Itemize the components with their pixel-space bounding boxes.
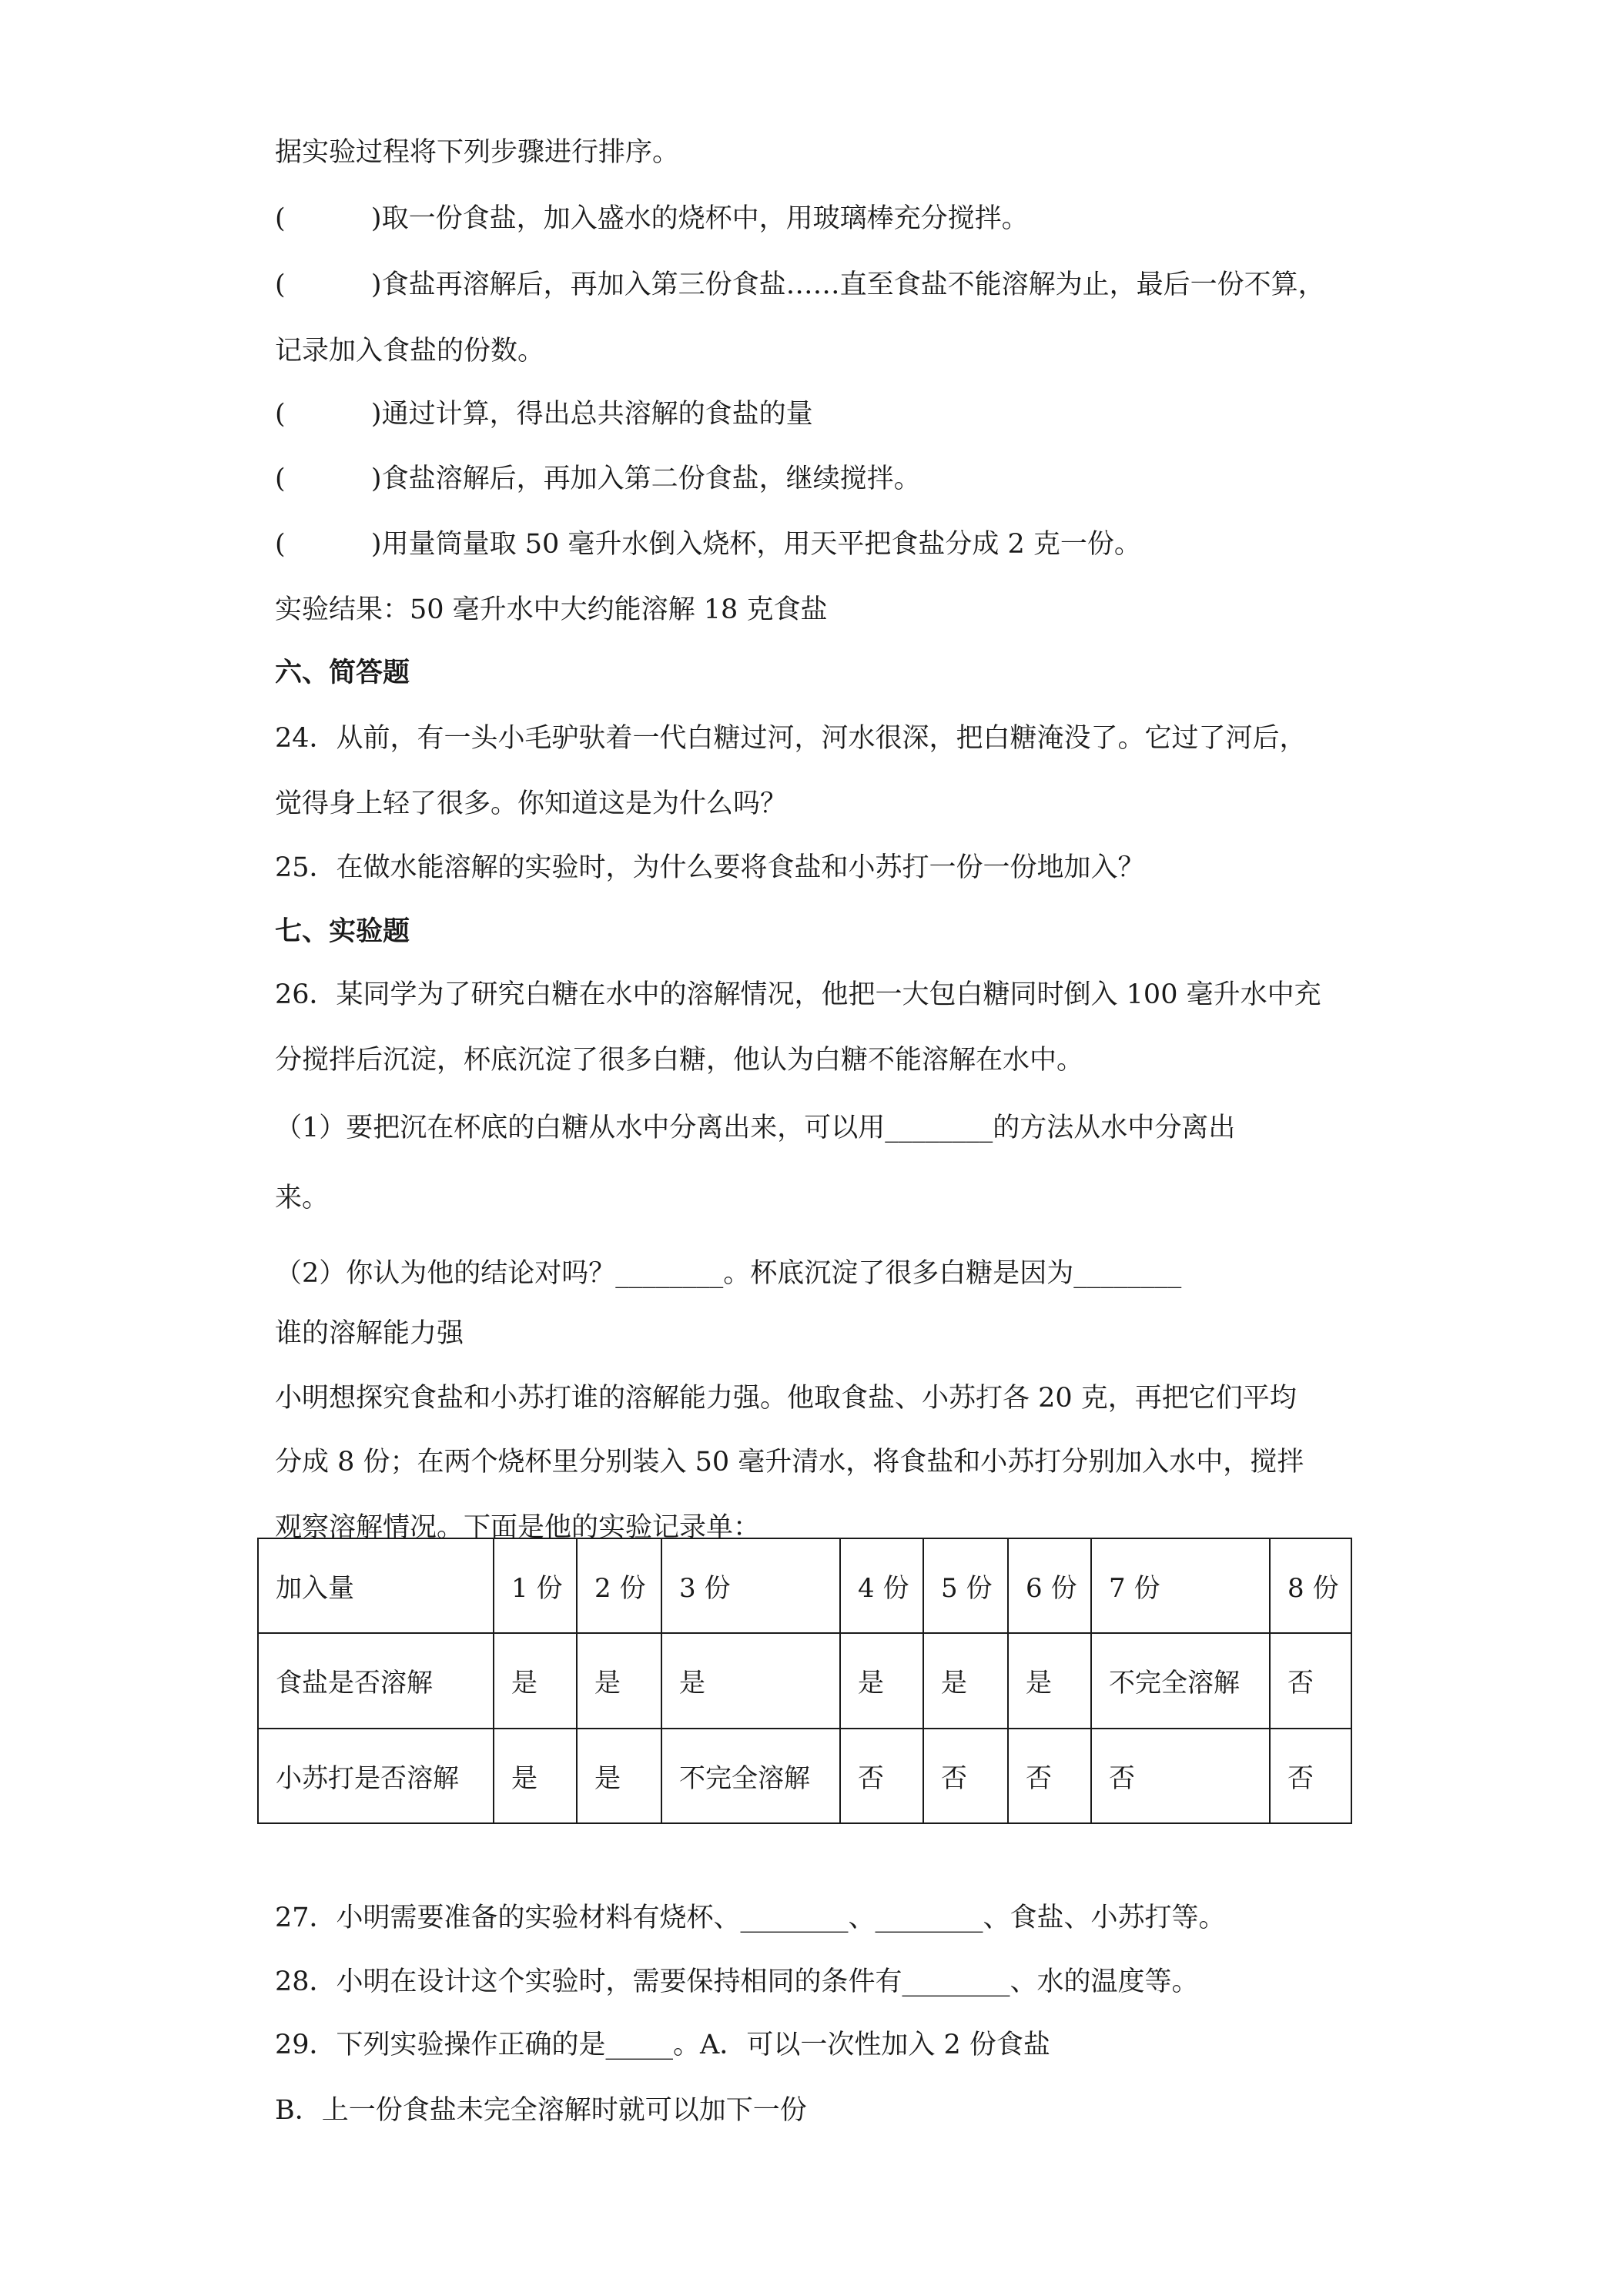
table-cell: 是 [840, 1633, 923, 1728]
material-line: 分成 8 份；在两个烧杯里分别装入 50 毫升清水，将食盐和小苏打分别加入水中，搅拌 [275, 1447, 1304, 1478]
table-header-row [258, 1538, 1351, 1633]
table-cell: 是 [494, 1633, 577, 1728]
question-24-line: 觉得身上轻了很多。你知道这是为什么吗？ [275, 788, 788, 819]
question-28: 28．小明在设计这个实验时，需要保持相同的条件有________、水的温度等。 [275, 1966, 1199, 1997]
experiment-result: 实验结果：50 毫升水中大约能溶解 18 克食盐 [275, 594, 828, 625]
table-header-cell: 5 份 [923, 1538, 1008, 1633]
section-heading-experiment: 七、实验题 [275, 916, 410, 947]
step-line: ( )取一份食盐，加入盛水的烧杯中，用玻璃棒充分搅拌。 [275, 203, 1029, 234]
question-27: 27．小明需要准备的实验材料有烧杯、________、________、食盐、小苏打等。 [275, 1903, 1226, 1933]
question-24-line: 24．从前，有一头小毛驴驮着一代白糖过河，河水很深，把白糖淹没了。它过了河后， [275, 723, 1307, 754]
question-26-part2: （2）你认为他的结论对吗？________。杯底沉淀了很多白糖是因为________ [275, 1258, 1182, 1289]
table-cell: 是 [661, 1633, 840, 1728]
table-cell: 是 [923, 1633, 1008, 1728]
table-header-cell: 8 份 [1270, 1538, 1351, 1633]
table-cell: 是 [577, 1729, 661, 1823]
table-cell: 否 [1091, 1729, 1270, 1823]
question-25: 25．在做水能溶解的实验时，为什么要将食盐和小苏打一份一份地加入？ [275, 852, 1145, 883]
question-26-part1-line: （1）要把沉在杯底的白糖从水中分离出来，可以用________的方法从水中分离出 [275, 1113, 1236, 1143]
question-26-part1-line: 来。 [275, 1183, 330, 1213]
step-line: ( )用量筒量取 50 毫升水倒入烧杯，用天平把食盐分成 2 克一份。 [275, 529, 1141, 560]
question-26-line: 26．某同学为了研究白糖在水中的溶解情况，他把一大包白糖同时倒入 100 毫升水中充 [275, 979, 1321, 1010]
table-header-cell: 3 份 [661, 1538, 840, 1633]
experiment-record-table [257, 1538, 1352, 1824]
question-29-option-b: B．上一份食盐未完全溶解时就可以加下一份 [275, 2095, 807, 2126]
step-line: 记录加入食盐的份数。 [275, 336, 545, 366]
table-header-cell: 4 份 [840, 1538, 923, 1633]
question-29: 29．下列实验操作正确的是_____。A．可以一次性加入 2 份食盐 [275, 2030, 1050, 2060]
section-heading-short-answer: 六、简答题 [275, 658, 410, 688]
sort-intro: 据实验过程将下列步骤进行排序。 [275, 137, 680, 168]
table-cell: 不完全溶解 [661, 1729, 840, 1823]
step-line: ( )食盐再溶解后，再加入第三份食盐……直至食盐不能溶解为止，最后一份不算， [275, 269, 1325, 300]
table-cell: 否 [923, 1729, 1008, 1823]
table-cell: 不完全溶解 [1091, 1633, 1270, 1728]
table-header-cell: 2 份 [577, 1538, 661, 1633]
table-header-cell: 6 份 [1008, 1538, 1091, 1633]
table-cell: 否 [1270, 1729, 1351, 1823]
table-header-cell: 加入量 [258, 1538, 494, 1633]
table-header-cell: 1 份 [494, 1538, 577, 1633]
table-header-cell: 7 份 [1091, 1538, 1270, 1633]
question-26-line: 分搅拌后沉淀，杯底沉淀了很多白糖，他认为白糖不能溶解在水中。 [275, 1045, 1084, 1076]
table-cell: 是 [1008, 1633, 1091, 1728]
table-cell: 否 [1270, 1633, 1351, 1728]
table-row [258, 1729, 1351, 1823]
table-row [258, 1633, 1351, 1728]
table-cell: 否 [840, 1729, 923, 1823]
table-cell: 小苏打是否溶解 [258, 1729, 494, 1823]
table-cell: 否 [1008, 1729, 1091, 1823]
table-cell: 是 [494, 1729, 577, 1823]
table-cell: 食盐是否溶解 [258, 1633, 494, 1728]
subsection-title: 谁的溶解能力强 [275, 1318, 464, 1349]
material-line: 小明想探究食盐和小苏打谁的溶解能力强。他取食盐、小苏打各 20 克，再把它们平均 [275, 1383, 1297, 1414]
table-cell: 是 [577, 1633, 661, 1728]
step-line: ( )通过计算，得出总共溶解的食盐的量 [275, 399, 813, 430]
material-line: 观察溶解情况。下面是他的实验记录单： [275, 1512, 761, 1543]
step-line: ( )食盐溶解后，再加入第二份食盐，继续搅拌。 [275, 464, 921, 494]
